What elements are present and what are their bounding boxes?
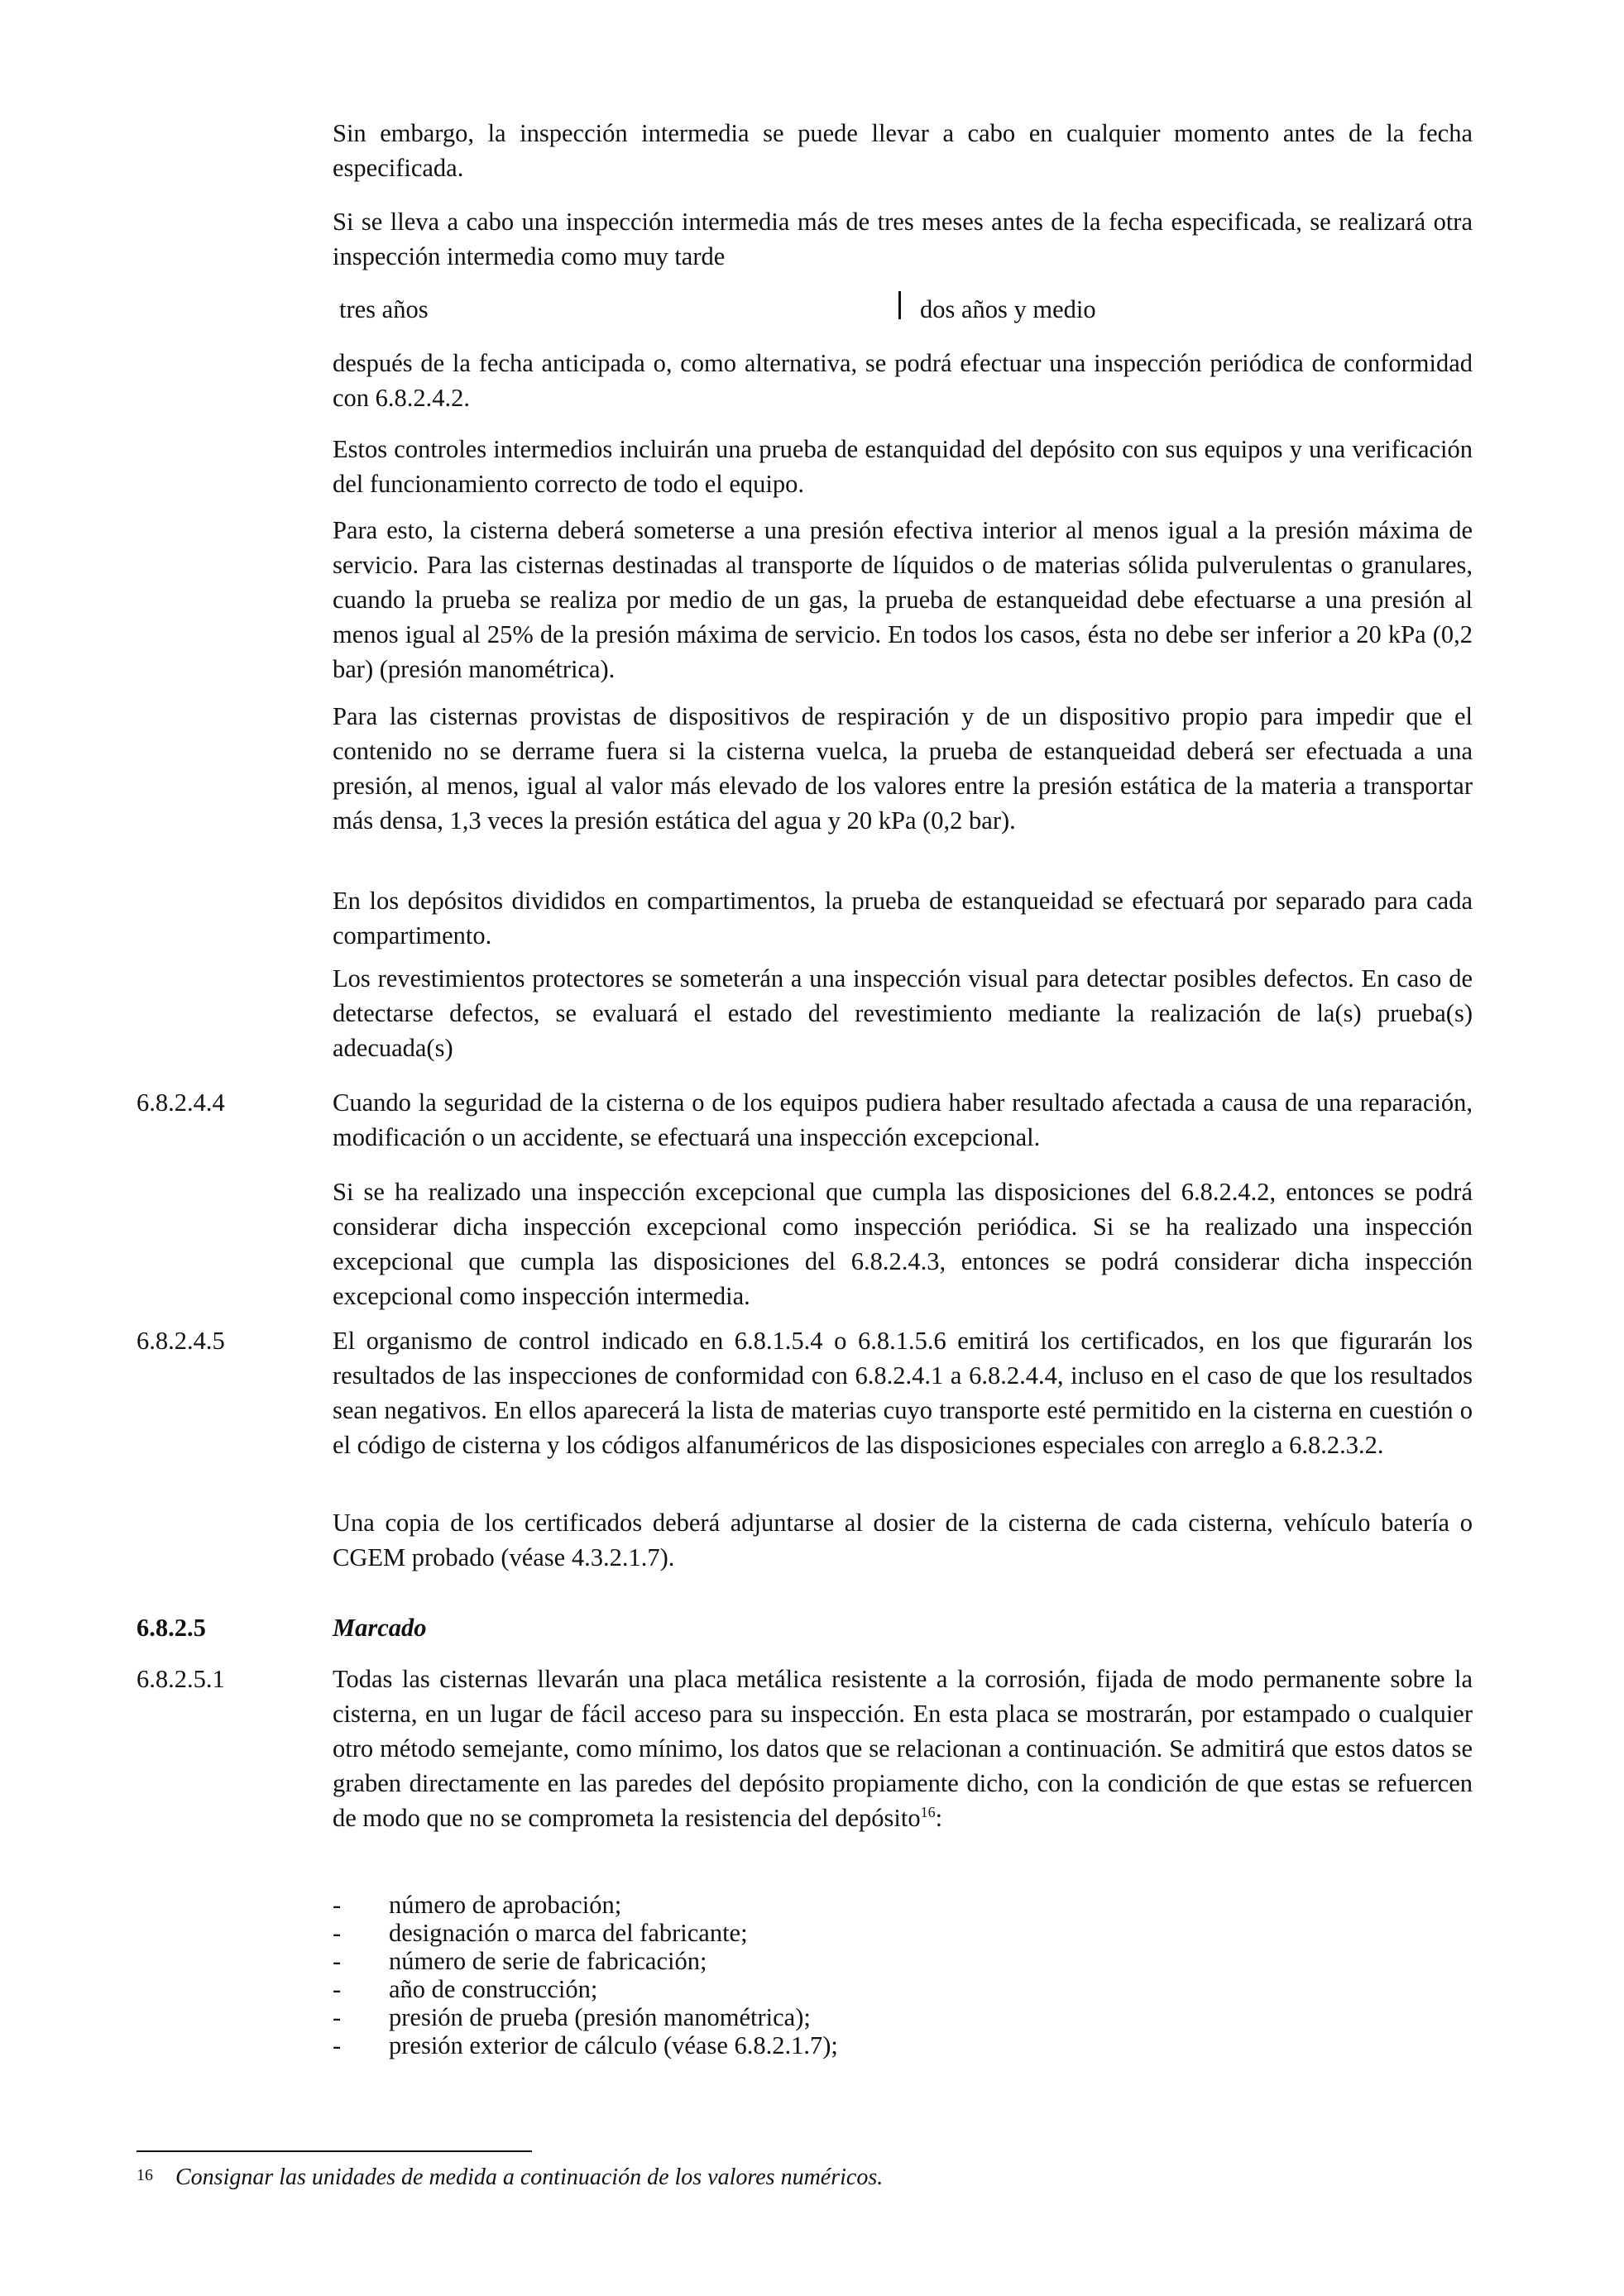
list-dash: - xyxy=(333,1891,342,1919)
paragraph-anticipated-date xyxy=(333,346,1473,415)
paragraph-text: Cuando la seguridad de la cisterna o de los equipos pudiera haber resultado afectada a causa de una reparación, modificación o un accidente, se efectuará una inspección excepcional. xyxy=(333,1088,1473,1151)
footnote-number: 16 xyxy=(137,2166,153,2184)
paragraph-text: Si se ha realizado una inspección excepcional que cumpla las disposiciones del 6.8.2.4.2, entonces se podrá considerar dicha inspección excepcional como inspección periódica. Si se ha realizado una inspección excepcional que cumpla las disposiciones del 6.8.2.4.3, entonces se podrá considerar dicha inspección excepcional como inspección intermedia. xyxy=(333,1178,1473,1310)
paragraph-early-inspection xyxy=(333,204,1473,274)
paragraph-text: En los depósitos divididos en compartimentos, la prueba de estanqueidad se efectuará por separado para cada compartimento. xyxy=(333,887,1473,949)
paragraph-marking-plate xyxy=(333,1662,1473,1835)
paragraph-text: Sin embargo, la inspección intermedia se puede llevar a cabo en cualquier momento antes de la fecha especificada. xyxy=(333,119,1473,182)
section-number: 6.8.2.5.1 xyxy=(137,1665,225,1693)
list-dash: - xyxy=(333,1975,342,2003)
list-item-text: designación o marca del fabricante; xyxy=(389,1919,748,1947)
list-item-text: año de construcción; xyxy=(389,1975,598,2003)
list-dash: - xyxy=(333,2003,342,2031)
paragraph-intermediate-timing xyxy=(333,116,1473,185)
list-item-text: presión exterior de cálculo (véase 6.8.2.1.7); xyxy=(389,2031,838,2059)
paragraph-tail: : xyxy=(935,1804,943,1832)
paragraph-text: El organismo de control indicado en 6.8.1.5.4 o 6.8.1.5.6 emitirá los certificados, en los que figurarán los resultados de las inspecciones de conformidad con 6.8.2.4.1 a 6.8.2.4.4, incluso en el caso de que los resultados sean negativos. En ellos aparecerá la lista de materias cuyo transporte esté permitido en la cisterna en cuestión o el código de cisterna y los códigos alfanuméricos de las disposiciones especiales con arreglo a 6.8.2.3.2. xyxy=(333,1327,1473,1459)
variant-left-text: tres años xyxy=(339,295,429,323)
list-item-text: número de serie de fabricación; xyxy=(389,1947,707,1975)
heading-number: 6.8.2.5 xyxy=(137,1614,206,1642)
paragraph-text: Para las cisternas provistas de dispositivos de respiración y de un dispositivo propio para impedir que el contenido no se derrame fuera si la cisterna vuelca, la prueba de estanqueidad deberá ser efectuada a una presión, al menos, igual al valor más elevado de los valores entre la presión estática de la materia a transportar más densa, 1,3 veces la presión estática del agua y 20 kPa (0,2 bar). xyxy=(333,702,1473,835)
paragraph-text: Una copia de los certificados deberá adjuntarse al dosier de la cisterna de cada cisterna, vehículo batería o CGEM probado (véase 4.3.2.1.7). xyxy=(333,1509,1473,1571)
footnote-text: Consignar las unidades de medida a continuación de los valores numéricos. xyxy=(175,2164,884,2190)
footnote-reference: 16 xyxy=(920,1803,936,1820)
section-number: 6.8.2.4.5 xyxy=(137,1327,225,1355)
paragraph-intermediate-controls xyxy=(333,432,1473,501)
paragraph-text: Para esto, la cisterna deberá someterse a una presión efectiva interior al menos igual a la presión máxima de servicio. Para las cisternas destinadas al transporte de líquidos o de materias sólida pulverulentas o granulares, cuando la prueba se realiza por medio de un gas, la prueba de estanqueidad debe efectuarse a una presión al menos igual al 25% de la presión máxima de servicio. En todos los casos, ésta no debe ser inferior a 20 kPa (0,2 bar) (presión manométrica). xyxy=(333,516,1473,683)
paragraph-exceptional-inspection xyxy=(333,1085,1473,1155)
paragraph-exceptional-as-periodic xyxy=(333,1174,1473,1313)
list-dash: - xyxy=(333,1919,342,1947)
list-dash: - xyxy=(333,2031,342,2059)
heading-title: Marcado xyxy=(333,1614,427,1642)
column-divider-bar xyxy=(898,291,901,319)
variant-right-text: dos años y medio xyxy=(920,295,1096,323)
paragraph-pressure-test xyxy=(333,513,1473,686)
paragraph-body: Todas las cisternas llevarán una placa metálica resistente a la corrosión, fijada de modo permanente sobre la cisterna, en un lugar de fácil acceso para su inspección. En esta placa se mostrarán, por estampado o cualquier otro método semejante, como mínimo, los datos que se relacionan a continuación. Se admitirá que estos datos se graben directamente en las paredes del depósito propiamente dicho, con la condición de que estas se refuercen de modo que no se comprometa la resistencia del depósito xyxy=(333,1665,1473,1832)
paragraph-text: después de la fecha anticipada o, como alternativa, se podrá efectuar una inspección periódica de conformidad con 6.8.2.4.2. xyxy=(333,349,1473,412)
paragraph-text: Los revestimientos protectores se someterán a una inspección visual para detectar posibles defectos. En caso de detectarse defectos, se evaluará el estado del revestimiento mediante la realización de la(s) prueba(s) adecuada(s) xyxy=(333,964,1473,1062)
section-number: 6.8.2.4.4 xyxy=(137,1088,225,1117)
list-item-text: número de aprobación; xyxy=(389,1891,622,1919)
paragraph-text: Estos controles intermedios incluirán una prueba de estanquidad del depósito con sus equipos y una verificación del funcionamiento correcto de todo el equipo. xyxy=(333,435,1473,498)
paragraph-breathing-devices xyxy=(333,699,1473,838)
paragraph-text: Si se lleva a cabo una inspección intermedia más de tres meses antes de la fecha especificada, se realizará otra inspección intermedia como muy tarde xyxy=(333,208,1473,270)
footnote-separator xyxy=(137,2150,532,2152)
paragraph-protective-linings xyxy=(333,961,1473,1065)
paragraph-certificates xyxy=(333,1323,1473,1462)
list-item-text: presión de prueba (presión manométrica); xyxy=(389,2003,811,2031)
list-dash: - xyxy=(333,1947,342,1975)
paragraph-compartments xyxy=(333,883,1473,953)
paragraph-text xyxy=(333,1662,1473,1835)
paragraph-certificate-copy xyxy=(333,1505,1473,1575)
